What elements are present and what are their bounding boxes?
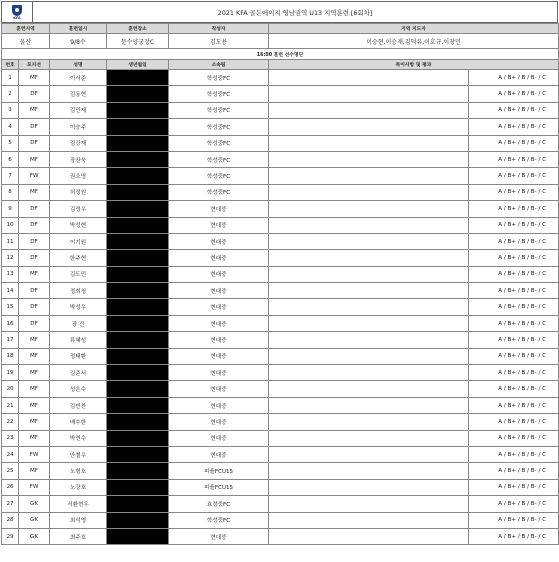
- player-name: 한주현: [50, 250, 107, 266]
- player-name: 장 건: [50, 315, 107, 331]
- player-position: DF: [19, 283, 50, 299]
- player-position: GK: [19, 528, 50, 544]
- table-row: [2, 119, 559, 135]
- player-no: 10: [2, 217, 19, 233]
- info-row: [2, 34, 559, 49]
- player-name: 김도민: [50, 266, 107, 282]
- player-evaluation[interactable]: A / B+ / B / B- / C: [469, 528, 559, 544]
- player-no: 9: [2, 201, 19, 217]
- table-row: [2, 397, 559, 413]
- table-row: [2, 86, 559, 102]
- table-row: [2, 283, 559, 299]
- player-team: 현대중: [169, 332, 269, 348]
- player-name: 정태환: [50, 348, 107, 364]
- player-team: 현대중: [169, 250, 269, 266]
- player-no: 24: [2, 446, 19, 462]
- player-name: 허정원: [50, 184, 107, 200]
- player-position: DF: [19, 299, 50, 315]
- player-position: DF: [19, 135, 50, 151]
- player-evaluation[interactable]: A / B+ / B / B- / C: [469, 299, 559, 315]
- table-row: [2, 528, 559, 544]
- player-birthdate-redacted: [107, 512, 169, 528]
- player-position: DF: [19, 119, 50, 135]
- info-header-date: 훈련일시: [50, 24, 107, 34]
- player-notes: [269, 233, 469, 249]
- player-notes: [269, 381, 469, 397]
- player-no: 28: [2, 512, 19, 528]
- col-header-name: 성명: [50, 60, 107, 70]
- player-team: 현대중: [169, 430, 269, 446]
- table-row: [2, 201, 559, 217]
- training-roster-sheet: [1, 1, 558, 545]
- player-no: 8: [2, 184, 19, 200]
- player-position: MF: [19, 463, 50, 479]
- player-position: MF: [19, 332, 50, 348]
- player-no: 7: [2, 168, 19, 184]
- info-header-venue: 훈련장소: [107, 24, 169, 34]
- player-team: 학성중FC: [169, 184, 269, 200]
- player-position: DF: [19, 250, 50, 266]
- player-name: 김빈찬: [50, 397, 107, 413]
- col-header-notes: 특이사항 및 평과: [269, 60, 559, 70]
- player-notes: [269, 414, 469, 430]
- player-birthdate-redacted: [107, 70, 169, 86]
- info-header-coaches: 지역 지도자: [269, 24, 559, 34]
- player-birthdate-redacted: [107, 250, 169, 266]
- player-evaluation[interactable]: A / B+ / B / B- / C: [469, 266, 559, 282]
- player-team: 현대중: [169, 315, 269, 331]
- player-name: 권소명: [50, 168, 107, 184]
- player-header-row: [2, 60, 559, 70]
- player-position: FW: [19, 168, 50, 184]
- player-no: 21: [2, 397, 19, 413]
- table-row: [2, 332, 559, 348]
- player-birthdate-redacted: [107, 102, 169, 118]
- player-evaluation[interactable]: A / B+ / B / B- / C: [469, 151, 559, 167]
- player-notes: [269, 102, 469, 118]
- player-name: 노형호: [50, 463, 107, 479]
- player-position: GK: [19, 496, 50, 512]
- player-birthdate-redacted: [107, 201, 169, 217]
- document-title: 2021 KFA 골든에이지 영남권역 U13 지역훈련 [6회차]: [217, 8, 373, 17]
- player-birthdate-redacted: [107, 315, 169, 331]
- player-no: 17: [2, 332, 19, 348]
- player-name: 서환현우: [50, 496, 107, 512]
- player-no: 11: [2, 233, 19, 249]
- player-evaluation[interactable]: A / B+ / B / B- / C: [469, 201, 559, 217]
- info-header-author: 작성자: [169, 24, 269, 34]
- info-coaches: 이승현,이승재,김덕유,이호규,이창민: [269, 34, 559, 49]
- player-position: MF: [19, 266, 50, 282]
- player-evaluation[interactable]: A / B+ / B / B- / C: [469, 168, 559, 184]
- player-name: 김강재: [50, 135, 107, 151]
- player-position: MF: [19, 102, 50, 118]
- table-row: [2, 151, 559, 167]
- player-position: MF: [19, 348, 50, 364]
- player-evaluation[interactable]: A / B+ / B / B- / C: [469, 348, 559, 364]
- player-birthdate-redacted: [107, 348, 169, 364]
- player-name: 김동현: [50, 86, 107, 102]
- player-notes: [269, 496, 469, 512]
- player-notes: [269, 512, 469, 528]
- player-birthdate-redacted: [107, 299, 169, 315]
- player-no: 22: [2, 414, 19, 430]
- player-no: 6: [2, 151, 19, 167]
- player-notes: [269, 201, 469, 217]
- player-team: 현대중: [169, 528, 269, 544]
- table-row: [2, 184, 559, 200]
- player-position: MF: [19, 70, 50, 86]
- player-birthdate-redacted: [107, 332, 169, 348]
- player-position: MF: [19, 184, 50, 200]
- player-birthdate-redacted: [107, 528, 169, 544]
- player-team: 현대중: [169, 201, 269, 217]
- table-row: [2, 479, 559, 495]
- player-no: 29: [2, 528, 19, 544]
- player-evaluation[interactable]: A / B+ / B / B- / C: [469, 119, 559, 135]
- table-row: [2, 266, 559, 282]
- table-row: [2, 463, 559, 479]
- player-birthdate-redacted: [107, 151, 169, 167]
- player-notes: [269, 151, 469, 167]
- player-name: 박성우: [50, 299, 107, 315]
- player-no: 20: [2, 381, 19, 397]
- player-name: 김정우: [50, 201, 107, 217]
- player-birthdate-redacted: [107, 446, 169, 462]
- player-notes: [269, 332, 469, 348]
- player-team: 학성중FC: [169, 151, 269, 167]
- player-evaluation[interactable]: A / B+ / B / B- / C: [469, 463, 559, 479]
- player-team: 피플FCU15: [169, 479, 269, 495]
- player-position: MF: [19, 151, 50, 167]
- player-evaluation[interactable]: A / B+ / B / B- / C: [469, 446, 559, 462]
- player-name: 이기원: [50, 233, 107, 249]
- player-team: 학성중FC: [169, 119, 269, 135]
- table-row: [2, 250, 559, 266]
- player-position: MF: [19, 381, 50, 397]
- player-no: 12: [2, 250, 19, 266]
- player-name: 최석영: [50, 512, 107, 528]
- player-birthdate-redacted: [107, 119, 169, 135]
- player-birthdate-redacted: [107, 381, 169, 397]
- col-header-birth: 생년월일: [107, 60, 169, 70]
- player-team: 현대중: [169, 414, 269, 430]
- table-row: [2, 233, 559, 249]
- player-birthdate-redacted: [107, 217, 169, 233]
- player-evaluation[interactable]: A / B+ / B / B- / C: [469, 86, 559, 102]
- player-name: 이승주: [50, 119, 107, 135]
- player-no: 1: [2, 70, 19, 86]
- player-birthdate-redacted: [107, 168, 169, 184]
- session-title: 16:00 훈련 선수명단: [2, 49, 559, 60]
- player-evaluation[interactable]: A / B+ / B / B- / C: [469, 365, 559, 381]
- player-notes: [269, 315, 469, 331]
- player-birthdate-redacted: [107, 365, 169, 381]
- table-row: [2, 365, 559, 381]
- player-name: 박현수: [50, 430, 107, 446]
- player-position: MF: [19, 365, 50, 381]
- player-no: 5: [2, 135, 19, 151]
- player-name: 김민재: [50, 102, 107, 118]
- table-row: [2, 102, 559, 118]
- table-row: [2, 135, 559, 151]
- player-notes: [269, 348, 469, 364]
- player-name: 안철우: [50, 446, 107, 462]
- player-evaluation[interactable]: A / B+ / B / B- / C: [469, 102, 559, 118]
- player-team: 현대중: [169, 266, 269, 282]
- player-birthdate-redacted: [107, 397, 169, 413]
- player-notes: [269, 528, 469, 544]
- player-birthdate-redacted: [107, 430, 169, 446]
- player-name: 정희청: [50, 283, 107, 299]
- player-no: 2: [2, 86, 19, 102]
- player-team: 학성중FC: [169, 168, 269, 184]
- info-venue: 문수양궁장C: [107, 34, 169, 49]
- player-birthdate-redacted: [107, 266, 169, 282]
- player-notes: [269, 86, 469, 102]
- player-evaluation[interactable]: A / B+ / B / B- / C: [469, 250, 559, 266]
- player-team: 학성중FC: [169, 135, 269, 151]
- player-notes: [269, 184, 469, 200]
- player-name: 장찬욱: [50, 151, 107, 167]
- player-name: 최주호: [50, 528, 107, 544]
- player-position: DF: [19, 315, 50, 331]
- session-row: [2, 49, 559, 60]
- player-birthdate-redacted: [107, 479, 169, 495]
- logo-text: KFA: [13, 15, 21, 20]
- info-date: 9/8수: [50, 34, 107, 49]
- player-evaluation[interactable]: A / B+ / B / B- / C: [469, 332, 559, 348]
- player-birthdate-redacted: [107, 184, 169, 200]
- player-no: 16: [2, 315, 19, 331]
- player-position: DF: [19, 233, 50, 249]
- player-team: 현대중: [169, 365, 269, 381]
- table-row: [2, 381, 559, 397]
- player-name: 류혜성: [50, 332, 107, 348]
- player-evaluation[interactable]: A / B+ / B / B- / C: [469, 315, 559, 331]
- player-team: 학성중FC: [169, 70, 269, 86]
- player-birthdate-redacted: [107, 463, 169, 479]
- table-row: [2, 414, 559, 430]
- info-author: 김도용: [169, 34, 269, 49]
- player-position: MF: [19, 430, 50, 446]
- player-birthdate-redacted: [107, 233, 169, 249]
- player-no: 18: [2, 348, 19, 364]
- player-evaluation[interactable]: A / B+ / B / B- / C: [469, 479, 559, 495]
- table-row: [2, 496, 559, 512]
- table-row: [2, 217, 559, 233]
- player-no: 3: [2, 102, 19, 118]
- player-evaluation[interactable]: A / B+ / B / B- / C: [469, 512, 559, 528]
- table-row: [2, 168, 559, 184]
- player-birthdate-redacted: [107, 496, 169, 512]
- player-team: 현대중: [169, 348, 269, 364]
- roster-table: [1, 23, 559, 545]
- player-no: 15: [2, 299, 19, 315]
- player-evaluation[interactable]: A / B+ / B / B- / C: [469, 430, 559, 446]
- player-evaluation[interactable]: A / B+ / B / B- / C: [469, 381, 559, 397]
- player-name: 박성현: [50, 217, 107, 233]
- player-evaluation[interactable]: A / B+ / B / B- / C: [469, 70, 559, 86]
- table-row: [2, 315, 559, 331]
- player-evaluation[interactable]: A / B+ / B / B- / C: [469, 233, 559, 249]
- player-notes: [269, 168, 469, 184]
- player-team: 효정중FC: [169, 496, 269, 512]
- col-header-team: 소속팀: [169, 60, 269, 70]
- table-row: [2, 446, 559, 462]
- player-position: DF: [19, 201, 50, 217]
- player-notes: [269, 397, 469, 413]
- player-name: 김준서: [50, 365, 107, 381]
- player-position: MF: [19, 397, 50, 413]
- player-position: GK: [19, 512, 50, 528]
- player-notes: [269, 283, 469, 299]
- kfa-logo: [2, 2, 33, 22]
- player-no: 27: [2, 496, 19, 512]
- player-evaluation[interactable]: A / B+ / B / B- / C: [469, 496, 559, 512]
- player-evaluation[interactable]: A / B+ / B / B- / C: [469, 217, 559, 233]
- col-header-no: 번호: [2, 60, 19, 70]
- player-no: 14: [2, 283, 19, 299]
- player-notes: [269, 135, 469, 151]
- player-position: MF: [19, 414, 50, 430]
- player-position: DF: [19, 86, 50, 102]
- player-evaluation[interactable]: A / B+ / B / B- / C: [469, 397, 559, 413]
- table-row: [2, 512, 559, 528]
- player-no: 4: [2, 119, 19, 135]
- player-no: 25: [2, 463, 19, 479]
- player-no: 23: [2, 430, 19, 446]
- player-evaluation[interactable]: A / B+ / B / B- / C: [469, 184, 559, 200]
- table-row: [2, 348, 559, 364]
- player-name: 노강호: [50, 479, 107, 495]
- player-no: 19: [2, 365, 19, 381]
- player-team: 현대중: [169, 446, 269, 462]
- player-notes: [269, 250, 469, 266]
- player-notes: [269, 479, 469, 495]
- player-team: 현대중: [169, 217, 269, 233]
- player-position: DF: [19, 217, 50, 233]
- player-notes: [269, 70, 469, 86]
- player-team: 현대중: [169, 299, 269, 315]
- player-birthdate-redacted: [107, 283, 169, 299]
- player-team: 학성중FC: [169, 512, 269, 528]
- info-header-row: [2, 24, 559, 34]
- player-notes: [269, 446, 469, 462]
- player-birthdate-redacted: [107, 414, 169, 430]
- player-evaluation[interactable]: A / B+ / B / B- / C: [469, 414, 559, 430]
- player-notes: [269, 266, 469, 282]
- player-evaluation[interactable]: A / B+ / B / B- / C: [469, 283, 559, 299]
- player-team: 현대중: [169, 233, 269, 249]
- player-name: 배수한: [50, 414, 107, 430]
- info-header-region: 훈련지역: [2, 24, 50, 34]
- player-evaluation[interactable]: A / B+ / B / B- / C: [469, 135, 559, 151]
- player-birthdate-redacted: [107, 86, 169, 102]
- info-region: 울산: [2, 34, 50, 49]
- player-notes: [269, 299, 469, 315]
- player-notes: [269, 217, 469, 233]
- player-notes: [269, 463, 469, 479]
- player-team: 현대중: [169, 283, 269, 299]
- table-row: [2, 70, 559, 86]
- player-no: 26: [2, 479, 19, 495]
- player-team: 학성중FC: [169, 86, 269, 102]
- table-row: [2, 299, 559, 315]
- player-team: 피플FCU15: [169, 463, 269, 479]
- player-notes: [269, 430, 469, 446]
- player-position: FW: [19, 446, 50, 462]
- player-notes: [269, 119, 469, 135]
- player-team: 학성중FC: [169, 102, 269, 118]
- player-notes: [269, 365, 469, 381]
- player-no: 13: [2, 266, 19, 282]
- player-birthdate-redacted: [107, 135, 169, 151]
- table-row: [2, 430, 559, 446]
- player-position: FW: [19, 479, 50, 495]
- player-name: 성은수: [50, 381, 107, 397]
- player-name: 이서준: [50, 70, 107, 86]
- player-team: 현대중: [169, 397, 269, 413]
- col-header-position: 포지션: [19, 60, 50, 70]
- shield-icon: [12, 5, 22, 16]
- player-team: 현대중: [169, 381, 269, 397]
- title-bar: [1, 1, 558, 23]
